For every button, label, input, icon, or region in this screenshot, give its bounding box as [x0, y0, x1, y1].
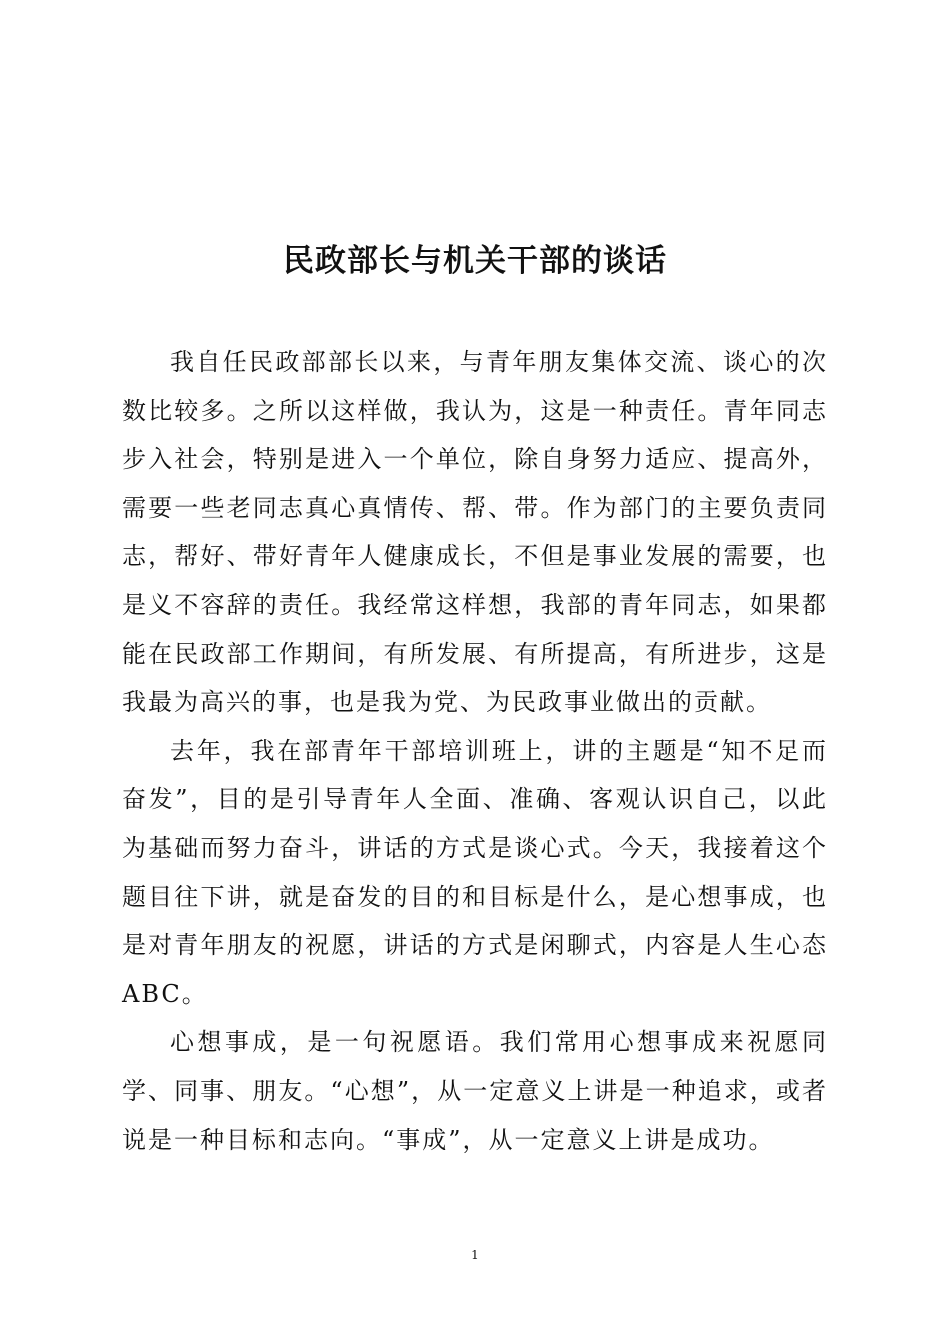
paragraph-1: 我自任民政部部长以来，与青年朋友集体交流、谈心的次数比较多。之所以这样做，我认为，这是一种责任。青年同志步入社会，特别是进入一个单位，除自身努力适应、提高外，需要一些老同志真心真情传、帮、带。作为部门的主要负责同志，帮好、带好青年人健康成长，不但是事业发展的需要，也是义不容辞的责任。我经常这样想，我部的青年同志，如果都能在民政部工作期间，有所发展、有所提高，有所进步，这是我最为高兴的事，也是我为党、为民政事业做出的贡献。 — [122, 348, 828, 717]
document-title: 民政部长与机关干部的谈话 — [283, 243, 667, 279]
paragraph-3: 心想事成，是一句祝愿语。我们常用心想事成来祝愿同学、同事、朋友。“心想”，从一定意义上讲是一种追求，或者说是一种目标和志向。“事成”，从一定意义上讲是成功。 — [122, 1028, 828, 1154]
paragraph-2: 去年，我在部青年干部培训班上，讲的主题是“知不足而奋发”，目的是引导青年人全面、准确、客观认识自己，以此为基础而努力奋斗，讲话的方式是谈心式。今天，我接着这个题目往下讲，就是奋发的目的和目标是什么，是心想事成，也是对青年朋友的祝愿，讲话的方式是闲聊式，内容是人生心态ABC。 — [122, 736, 828, 1008]
document-body — [122, 338, 828, 1164]
page-number: 1 — [471, 1248, 479, 1262]
